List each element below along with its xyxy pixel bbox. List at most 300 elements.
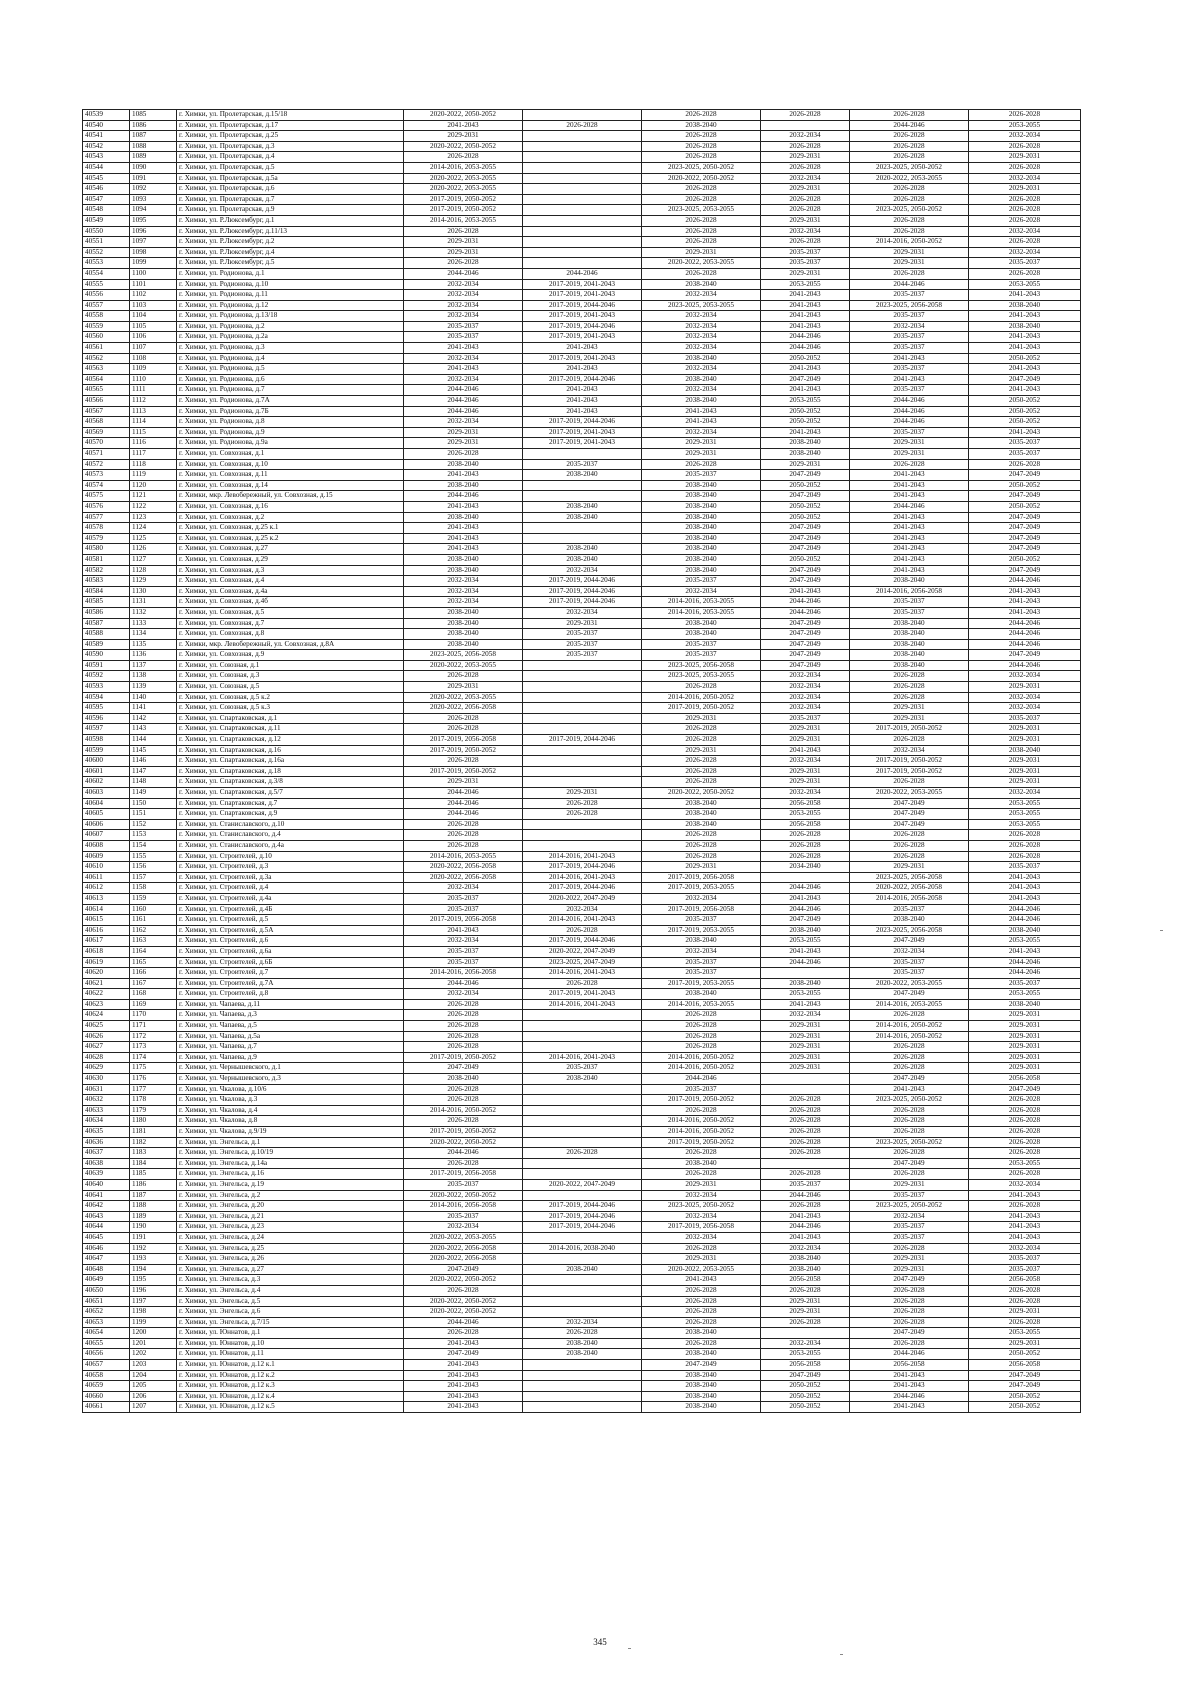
table-cell: 2032-2034 [642,586,761,597]
table-cell: 2044-2046 [850,120,969,131]
table-cell: 1094 [130,205,177,216]
table-cell: 40620 [83,968,130,979]
table-cell: 40640 [83,1179,130,1190]
table-cell: г. Химки, ул. Родионова, д.13/18 [177,311,404,322]
table-cell: 40547 [83,194,130,205]
table-cell: 2029-2031 [642,449,761,460]
table-cell: 1152 [130,819,177,830]
table-cell: 2020-2022, 2056-2058 [404,1243,523,1254]
table-cell: 2038-2040 [404,629,523,640]
table-cell: 1196 [130,1285,177,1296]
table-cell: 2014-2016, 2050-2052 [642,692,761,703]
table-cell: 40580 [83,544,130,555]
table-cell: 40556 [83,290,130,301]
table-cell: 2026-2028 [523,1148,642,1159]
table-cell: 2026-2028 [404,449,523,460]
table-row [83,311,1081,322]
table-cell: 2041-2043 [761,321,850,332]
table-cell: 40555 [83,279,130,290]
table-cell: 2026-2028 [642,215,761,226]
table-cell: 2026-2028 [850,1010,969,1021]
table-row [83,1360,1081,1371]
table-cell: 2044-2046 [761,1190,850,1201]
table-row [83,1328,1081,1339]
table-cell: 2041-2043 [523,396,642,407]
table-cell: 2047-2049 [969,565,1081,576]
table-cell: 2017-2019, 2056-2058 [404,915,523,926]
table-cell: 2026-2028 [850,226,969,237]
table-row [83,152,1081,163]
table-cell: 2029-2031 [969,1021,1081,1032]
table-cell: 2026-2028 [850,141,969,152]
table-row [83,1063,1081,1074]
table-cell: 2032-2034 [404,290,523,301]
table-cell: 2029-2031 [761,1031,850,1042]
table-cell: 2026-2028 [969,215,1081,226]
table-cell [523,1190,642,1201]
table-row [83,851,1081,862]
table-row [83,1148,1081,1159]
table-cell: 2032-2034 [969,247,1081,258]
table-cell: г. Химки, ул. Родионова, д.7Б [177,406,404,417]
table-cell: 1111 [130,385,177,396]
table-cell: г. Химки, ул. Юннатов, д.12 к.3 [177,1381,404,1392]
table-cell: 2026-2028 [404,756,523,767]
table-row [83,1338,1081,1349]
table-cell: 40657 [83,1360,130,1371]
table-cell: 2035-2037 [850,1232,969,1243]
table-cell: 2020-2022, 2053-2055 [850,173,969,184]
table-cell: 40582 [83,565,130,576]
table-cell [523,131,642,142]
table-row [83,533,1081,544]
table-cell: г. Химки, ул. Совхозная, д.1 [177,449,404,460]
table-cell: 2041-2043 [850,565,969,576]
table-cell: г. Химки, ул. Юннатов, д.12 к.2 [177,1370,404,1381]
table-cell: 2041-2043 [850,544,969,555]
table-cell: 2041-2043 [850,523,969,534]
table-cell: 2041-2043 [850,1381,969,1392]
table-cell: 40594 [83,692,130,703]
table-cell: 40539 [83,110,130,121]
table-cell: 2035-2037 [850,904,969,915]
table-cell: 2041-2043 [969,311,1081,322]
table-cell: 2029-2031 [969,777,1081,788]
table-cell: 1161 [130,915,177,926]
table-cell: 2020-2022, 2053-2055 [850,978,969,989]
table-cell: 2047-2049 [969,544,1081,555]
table-row [83,840,1081,851]
table-cell [523,660,642,671]
table-cell: 1131 [130,597,177,608]
table-cell [523,713,642,724]
table-cell: 2050-2052 [761,353,850,364]
table-cell: 2026-2028 [850,840,969,851]
table-cell: 1110 [130,374,177,385]
table-cell: 2047-2049 [969,533,1081,544]
table-cell: 2026-2028 [642,1243,761,1254]
table-cell: 2032-2034 [761,682,850,693]
table-cell: 1133 [130,618,177,629]
table-cell: 2029-2031 [969,756,1081,767]
table-cell: 2035-2037 [969,258,1081,269]
table-cell: 2017-2019, 2041-2043 [523,279,642,290]
table-cell: 1130 [130,586,177,597]
table-cell: 2044-2046 [761,332,850,343]
table-cell: 1085 [130,110,177,121]
table-cell [523,1084,642,1095]
table-cell: 40593 [83,682,130,693]
table-row [83,1116,1081,1127]
table-cell: 2026-2028 [404,1031,523,1042]
table-cell [523,215,642,226]
table-row [83,353,1081,364]
table-cell: г. Химки, ул. Совхозная, д.5 [177,607,404,618]
table-cell: 1182 [130,1137,177,1148]
table-cell: 2026-2028 [642,1021,761,1032]
table-cell: 2041-2043 [969,597,1081,608]
table-cell: 40639 [83,1169,130,1180]
table-cell: 2017-2019, 2056-2058 [642,1222,761,1233]
table-cell: 2041-2043 [404,544,523,555]
table-cell: 2017-2019, 2041-2043 [523,438,642,449]
table-cell: 40635 [83,1127,130,1138]
table-cell: 2014-2016, 2050-2052 [404,1105,523,1116]
table-cell: 2032-2034 [404,279,523,290]
table-cell: 2026-2028 [969,1137,1081,1148]
table-cell: 2029-2031 [850,1179,969,1190]
table-cell: 2038-2040 [642,819,761,830]
table-cell: г. Химки, ул. Станиславского, д.4 [177,830,404,841]
table-cell [523,1116,642,1127]
table-cell: 2035-2037 [969,978,1081,989]
table-cell: г. Химки, ул. Станиславского, д.4а [177,840,404,851]
table-row [83,830,1081,841]
table-cell: г. Химки, ул. Строителей, д.7 [177,968,404,979]
table-cell: 2053-2055 [969,1328,1081,1339]
table-cell: 2017-2019, 2050-2052 [404,205,523,216]
table-cell: 1137 [130,660,177,671]
table-cell: 1114 [130,417,177,428]
table-cell: 2038-2040 [523,512,642,523]
table-row [83,724,1081,735]
table-cell: 2014-2016, 2041-2043 [523,968,642,979]
table-cell: 2026-2028 [761,1105,850,1116]
table-cell: 2026-2028 [642,724,761,735]
table-cell: 40571 [83,449,130,460]
table-cell: 1104 [130,311,177,322]
table-cell: 2035-2037 [969,438,1081,449]
table-cell: 2041-2043 [523,385,642,396]
table-cell: 1105 [130,321,177,332]
table-cell: 2053-2055 [761,1349,850,1360]
table-cell: 2041-2043 [850,491,969,502]
table-cell: 2026-2028 [969,141,1081,152]
table-cell: г. Химки, ул. Пролетарская, д.9 [177,205,404,216]
table-cell [523,1095,642,1106]
table-cell: 2035-2037 [969,449,1081,460]
table-cell: 2026-2028 [969,237,1081,248]
table-cell: 2026-2028 [523,978,642,989]
table-cell: г. Химки, ул. Р.Люксембург, д.2 [177,237,404,248]
table-cell: 2041-2043 [969,385,1081,396]
table-cell: 2032-2034 [761,788,850,799]
register-sheet [82,109,1080,1413]
table-cell: г. Химки, ул. Совхозная, д.10 [177,459,404,470]
table-cell: 2023-2025, 2056-2058 [850,925,969,936]
table-cell: 1154 [130,840,177,851]
table-cell: 2053-2055 [969,819,1081,830]
table-row [83,501,1081,512]
table-cell: 2029-2031 [850,862,969,873]
table-cell: 2017-2019, 2044-2046 [523,1201,642,1212]
table-row [83,650,1081,661]
table-cell: г. Химки, ул. Чапаева, д.3 [177,1010,404,1021]
table-cell: 2026-2028 [761,237,850,248]
table-cell: 2041-2043 [761,427,850,438]
table-cell: 40654 [83,1328,130,1339]
table-cell: 2026-2028 [404,1084,523,1095]
table-cell [523,1042,642,1053]
table-cell: 2017-2019, 2050-2052 [404,194,523,205]
table-row [83,173,1081,184]
table-cell: 2023-2025, 2047-2049 [523,957,642,968]
table-cell: 2056-2058 [761,819,850,830]
table-cell: 2029-2031 [642,862,761,873]
table-cell: 2041-2043 [969,364,1081,375]
table-cell: 40553 [83,258,130,269]
table-cell: г. Химки, ул. Энгельса, д.25 [177,1243,404,1254]
table-cell: 40630 [83,1074,130,1085]
table-cell: 40611 [83,872,130,883]
table-row [83,893,1081,904]
table-cell: 2029-2031 [523,788,642,799]
table-cell: 2032-2034 [404,311,523,322]
table-cell: 2020-2022, 2053-2055 [404,660,523,671]
table-cell: г. Химки, ул. Спартаковская, д.18 [177,766,404,777]
table-cell: г. Химки, ул. Спартаковская, д.11 [177,724,404,735]
table-row [83,745,1081,756]
table-cell: 2023-2025, 2056-2058 [850,300,969,311]
table-row [83,607,1081,618]
page-number: 345 [593,1637,607,1647]
table-cell: 2050-2052 [969,396,1081,407]
table-cell: г. Химки, ул. Энгельса, д.23 [177,1222,404,1233]
table-cell: 2041-2043 [404,1360,523,1371]
table-cell: 2029-2031 [404,438,523,449]
table-cell: 1191 [130,1232,177,1243]
table-cell: 1160 [130,904,177,915]
table-row [83,936,1081,947]
table-cell: 2044-2046 [850,1349,969,1360]
table-row [83,364,1081,375]
table-row [83,735,1081,746]
table-cell: 2017-2019, 2050-2052 [404,1127,523,1138]
table-cell: 2038-2040 [642,279,761,290]
table-row [83,1349,1081,1360]
table-cell: 2044-2046 [404,798,523,809]
table-cell: 2029-2031 [523,618,642,629]
table-cell: 2026-2028 [761,1169,850,1180]
table-cell: г. Химки, ул. Совхозная, д.29 [177,554,404,565]
table-cell: 1103 [130,300,177,311]
table-cell: г. Химки, ул. Родионова, д.2а [177,332,404,343]
table-row [83,904,1081,915]
scan-mark [628,1648,631,1649]
table-cell: 1172 [130,1031,177,1042]
table-cell: 2026-2028 [761,141,850,152]
table-cell: 40592 [83,671,130,682]
table-cell: г. Химки, ул. Строителей, д.3а [177,872,404,883]
table-cell: 2038-2040 [761,1264,850,1275]
table-cell: 2047-2049 [404,1349,523,1360]
table-cell: 2047-2049 [761,650,850,661]
table-cell: 1184 [130,1158,177,1169]
table-cell: 2041-2043 [761,311,850,322]
table-cell: 2017-2019, 2056-2058 [404,1169,523,1180]
table-cell: 2032-2034 [969,173,1081,184]
table-cell: 2041-2043 [969,946,1081,957]
table-cell: г. Химки, ул. Совхозная, д.3 [177,565,404,576]
table-cell: 40588 [83,629,130,640]
table-cell: 2035-2037 [523,459,642,470]
table-cell: 40621 [83,978,130,989]
table-cell: 2038-2040 [642,629,761,640]
table-cell: 1117 [130,449,177,460]
table-cell: 2026-2028 [850,1042,969,1053]
table-cell: г. Химки, ул. Энгельса, д.16 [177,1169,404,1180]
table-cell: 1089 [130,152,177,163]
table-cell: 1167 [130,978,177,989]
table-row [83,576,1081,587]
table-cell: 2017-2019, 2050-2052 [850,724,969,735]
table-cell: 2032-2034 [404,989,523,1000]
table-cell: 2029-2031 [969,766,1081,777]
table-cell: 1180 [130,1116,177,1127]
table-cell: 2038-2040 [642,523,761,534]
table-cell: 40566 [83,396,130,407]
table-cell: г. Химки, ул. Энгельса, д.7/15 [177,1317,404,1328]
table-cell: 2038-2040 [523,501,642,512]
table-cell: 2035-2037 [850,332,969,343]
table-cell: 2044-2046 [404,396,523,407]
table-cell [523,1360,642,1371]
table-cell: 2026-2028 [642,1317,761,1328]
table-cell: 2020-2022, 2050-2052 [404,1296,523,1307]
table-row [83,872,1081,883]
table-cell: 2038-2040 [523,1264,642,1275]
table-cell: 2029-2031 [969,152,1081,163]
table-cell: 2035-2037 [523,1063,642,1074]
table-cell: 2053-2055 [761,396,850,407]
table-cell: 2032-2034 [523,607,642,618]
table-cell: 2035-2037 [404,332,523,343]
table-cell: 2056-2058 [969,1360,1081,1371]
table-cell: 1156 [130,862,177,873]
table-cell: 2017-2019, 2050-2052 [642,703,761,714]
table-cell: 1193 [130,1254,177,1265]
table-cell: г. Химки, ул. Родионова, д.8 [177,417,404,428]
table-cell: 2026-2028 [761,1201,850,1212]
table-cell: 2041-2043 [969,1190,1081,1201]
table-cell: 2026-2028 [969,1095,1081,1106]
table-cell: 2029-2031 [404,777,523,788]
table-cell: 2029-2031 [642,1179,761,1190]
table-cell: г. Химки, ул. Пролетарская, д.15/18 [177,110,404,121]
table-cell [523,184,642,195]
table-cell: 2032-2034 [642,343,761,354]
table-cell: 2032-2034 [761,1338,850,1349]
table-cell: 1140 [130,692,177,703]
table-cell: 1099 [130,258,177,269]
table-cell: г. Химки, ул. Юннатов, д.10 [177,1338,404,1349]
table-cell: 2050-2052 [969,1402,1081,1413]
table-cell: 2026-2028 [523,809,642,820]
table-cell: 2032-2034 [642,364,761,375]
table-cell: 40579 [83,533,130,544]
table-cell: 1096 [130,226,177,237]
table-cell: 2050-2052 [761,512,850,523]
table-cell: 2035-2037 [761,258,850,269]
table-cell: 2047-2049 [761,660,850,671]
table-cell [523,205,642,216]
table-cell: 2056-2058 [761,1360,850,1371]
table-cell: г. Химки, ул. Совхозная, д.2 [177,512,404,523]
table-cell: 1158 [130,883,177,894]
table-cell: 2029-2031 [404,682,523,693]
table-cell: 2038-2040 [761,438,850,449]
table-cell: 2038-2040 [850,650,969,661]
table-cell: 40581 [83,554,130,565]
table-cell: 2026-2028 [642,766,761,777]
table-cell: г. Химки, ул. Чкалова, д.4 [177,1105,404,1116]
table-cell: 40562 [83,353,130,364]
table-cell: 2041-2043 [761,999,850,1010]
table-cell: 2041-2043 [969,290,1081,301]
table-row [83,1317,1081,1328]
table-cell: г. Химки, ул. Спартаковская, д.7 [177,798,404,809]
table-row [83,406,1081,417]
table-cell: 2035-2037 [850,1190,969,1201]
table-cell: 2017-2019, 2050-2052 [404,766,523,777]
table-cell: г. Химки, ул. Пролетарская, д.4 [177,152,404,163]
table-cell: 2047-2049 [761,618,850,629]
table-cell: 2044-2046 [969,576,1081,587]
table-cell: 2041-2043 [642,1275,761,1286]
table-row [83,427,1081,438]
table-cell: 2020-2022, 2053-2055 [404,1232,523,1243]
table-cell: 2032-2034 [761,1243,850,1254]
table-cell: 2023-2025, 2050-2052 [850,162,969,173]
table-cell: 2029-2031 [850,1264,969,1275]
table-cell [761,1158,850,1169]
table-cell: 2026-2028 [850,110,969,121]
table-cell: 40541 [83,131,130,142]
table-cell: г. Химки, ул. Родионова, д.2 [177,321,404,332]
table-row [83,968,1081,979]
table-cell: 2014-2016, 2050-2052 [850,237,969,248]
table-cell: 2038-2040 [642,989,761,1000]
table-cell: 2044-2046 [969,629,1081,640]
table-cell: 2041-2043 [761,893,850,904]
table-cell: 2035-2037 [850,427,969,438]
table-row [83,332,1081,343]
table-row [83,1190,1081,1201]
table-cell: 2038-2040 [642,565,761,576]
table-row [83,1243,1081,1254]
table-cell: г. Химки, ул. Совхозная, д.11 [177,470,404,481]
table-cell: 2026-2028 [850,1063,969,1074]
